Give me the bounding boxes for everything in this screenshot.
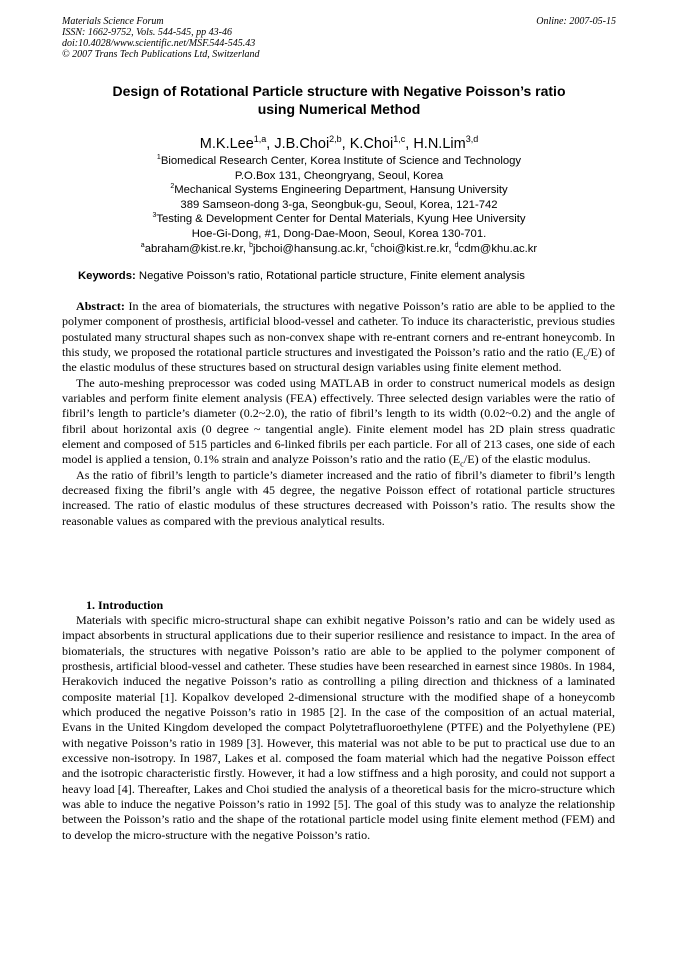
email-mark: d bbox=[454, 241, 459, 249]
title-line-1: Design of Rotational Particle structure with Negative Poisson’s ratio bbox=[112, 83, 566, 99]
affiliation-1 bbox=[40, 154, 638, 169]
email-mark: a bbox=[140, 241, 145, 249]
abstract-paragraph-2 bbox=[62, 376, 615, 468]
abstract-text: /E) of the elastic modulus of these structures based on structural design variables using finite element method. bbox=[62, 345, 615, 375]
keywords-text: Negative Poisson’s ratio, Rotational particle structure, Finite element analysis bbox=[135, 270, 525, 282]
affil-mark: 2 bbox=[170, 183, 175, 191]
paper-title bbox=[70, 82, 608, 118]
online-date: Online: 2007-05-15 bbox=[536, 16, 616, 27]
author-name: M.K.Lee bbox=[199, 136, 254, 152]
author-separator: , bbox=[341, 136, 350, 152]
keywords bbox=[78, 269, 638, 283]
author-name: H.N.Lim bbox=[413, 136, 466, 152]
email-address: jbchoi@hansung.ac.kr bbox=[253, 242, 365, 255]
affil-text: Biomedical Research Center, Korea Institute of Science and Technology bbox=[160, 155, 522, 167]
author-name: K.Choi bbox=[349, 136, 394, 152]
author-affil-mark: 2,b bbox=[329, 134, 342, 145]
email-separator: , bbox=[448, 242, 455, 255]
affiliation-2 bbox=[40, 183, 638, 198]
affiliations bbox=[40, 154, 638, 256]
email-list bbox=[40, 242, 638, 257]
subscript: c bbox=[460, 458, 464, 469]
introduction-section bbox=[62, 613, 615, 843]
author-name: J.B.Choi bbox=[274, 136, 330, 152]
affiliation-1-address: P.O.Box 131, Cheongryang, Seoul, Korea bbox=[234, 169, 444, 182]
author-separator: , bbox=[266, 136, 275, 152]
affil-mark: 1 bbox=[156, 154, 161, 162]
email-mark: c bbox=[370, 241, 375, 249]
email-separator: , bbox=[242, 242, 250, 255]
affiliation-3-address: Hoe-Gi-Dong, #1, Dong-Dae-Moon, Seoul, Korea 130-701. bbox=[191, 227, 487, 240]
affil-text: Testing & Development Center for Dental Materials, Kyung Hee University bbox=[156, 213, 526, 226]
abstract-paragraph-3: As the ratio of fibril’s length to particle’s diameter increased and the ratio of fibril’s diameter to fibril’s length decreased fixing the fibril’s angle with 45 degree, the negative Poisson effect of rotational particle structures increased. The ratio of elastic modulus of these structures decreased with Poisson’s ratio. The results show the reasonable values as compared with the previous analytical results. bbox=[62, 467, 615, 528]
section-heading-introduction: 1. Introduction bbox=[86, 598, 164, 612]
author bbox=[350, 136, 414, 152]
affiliation-2-address: 389 Samseon-dong 3-ga, Seongbuk-gu, Seoul, Korea, 121-742 bbox=[180, 198, 498, 211]
issn-line: ISSN: 1662-9752, Vols. 544-545, pp 43-46 bbox=[62, 27, 232, 38]
journal-name: Materials Science Forum bbox=[62, 16, 164, 27]
affil-mark: 3 bbox=[152, 212, 157, 220]
author bbox=[200, 136, 275, 152]
author-affil-mark: 3,d bbox=[465, 134, 479, 145]
abstract-text: /E) of the elastic modulus. bbox=[463, 452, 591, 467]
affil-text: Mechanical Systems Engineering Department, Hansung University bbox=[174, 184, 508, 197]
affiliation-3 bbox=[40, 212, 638, 227]
title-line-2: using Numerical Method bbox=[257, 101, 421, 117]
email-address: choi@kist.re.kr bbox=[374, 242, 449, 255]
doi-line: doi:10.4028/www.scientific.net/MSF.544-545.43 bbox=[62, 38, 256, 49]
email-separator: , bbox=[364, 242, 371, 255]
author-list bbox=[40, 135, 638, 153]
author-separator: , bbox=[405, 136, 414, 152]
email-address: cdm@khu.ac.kr bbox=[458, 242, 538, 255]
abstract-text: The auto-meshing preprocessor was coded using MATLAB in order to construct numerical models as design variables and perform finite element analysis (FEA) effectively. Three selected design variables were the ratio of fibril’s length to particle’s diameter (0.2~2.0), the ratio of fibril’s length to its width (0.02~0.2) and the angle of fibril about horizontal axis (0 degree ~ tangential angle). Finite element model has 2D plain stress quadratic element and composed of 515 particles and 6-linked fibrils per each particle. For all of 213 cases, one side of each model is applied a tension, 0.1% strain and analyze Poisson’s ratio and the ratio (E bbox=[62, 375, 615, 467]
author bbox=[413, 136, 478, 152]
author-affil-mark: 1,c bbox=[393, 134, 406, 145]
journal-header bbox=[62, 16, 616, 60]
subscript: c bbox=[583, 351, 588, 362]
abstract-paragraph-1 bbox=[62, 299, 615, 376]
author-affil-mark: 1,a bbox=[253, 134, 267, 145]
abstract-label: Abstract: bbox=[76, 299, 125, 313]
email-mark: b bbox=[249, 241, 253, 249]
author bbox=[274, 136, 349, 152]
abstract-text: In the area of biomaterials, the structures with negative Poisson’s ratio are able to be applied to the polymer component of prosthesis, artificial blood-vessel and catheter. To induce its characteristic, previous studies postulated many structural shapes such as non-convex shape with re-entrant corners and re-entrant honeycomb. In this study, we proposed the rotational particle structures and investigated the Poisson’s ratio and the ratio (E bbox=[62, 299, 615, 360]
introduction-paragraph: Materials with specific micro-structural shape can exhibit negative Poisson’s ratio and can be widely used as impact absorbents in structural applications due to their superior resilience and resistance to impact. In the area of biomaterials, the structures with negative Poisson’s ratio are able to be applied to the polymer component of prosthesis, artificial blood-vessel and catheter. These studies have been researched in earnest since 1980s. In 1984, Herakovich induced the negative Poisson’s ratio as controlling a piling direction and thickness of a laminated composite material [1]. Kopalkov developed 2-dimensional structure with the modified shape of a honeycomb which produced the negative Poisson’s ratio in 1985 [2]. In the case of the composition of an actual material, Evans in the United Kingdom developed the compact Polytetrafluoroethylene (PTFE) and the Polyethylene (PE) with negative Poisson’s ratio in 1989 [3]. However, this material was not able to be put to practical use due to an excessive non-isotropy. In 1987, Lakes et al. composed the foam material which had the negative Poisson effect and the isotropic characteristic firstly. However, it had a low stiffness and a high porosity, and could not support a heavy load [4]. Thereafter, Lakes and Choi studied the analysis of a theoretical basis for the micro-structure which was able to induce the negative Poisson’s ratio in 1992 [5]. The goal of this study was to analyze the relationship between the Poisson’s ratio and the shape of the rotational particle model using finite element method (FEM) and to develop the micro-structure with the negative Poisson’s ratio. bbox=[62, 613, 615, 842]
copyright-line: © 2007 Trans Tech Publications Ltd, Switzerland bbox=[62, 49, 260, 60]
abstract bbox=[62, 299, 615, 529]
email-address: abraham@kist.re.kr bbox=[144, 242, 243, 255]
keywords-label: Keywords: bbox=[78, 270, 136, 282]
